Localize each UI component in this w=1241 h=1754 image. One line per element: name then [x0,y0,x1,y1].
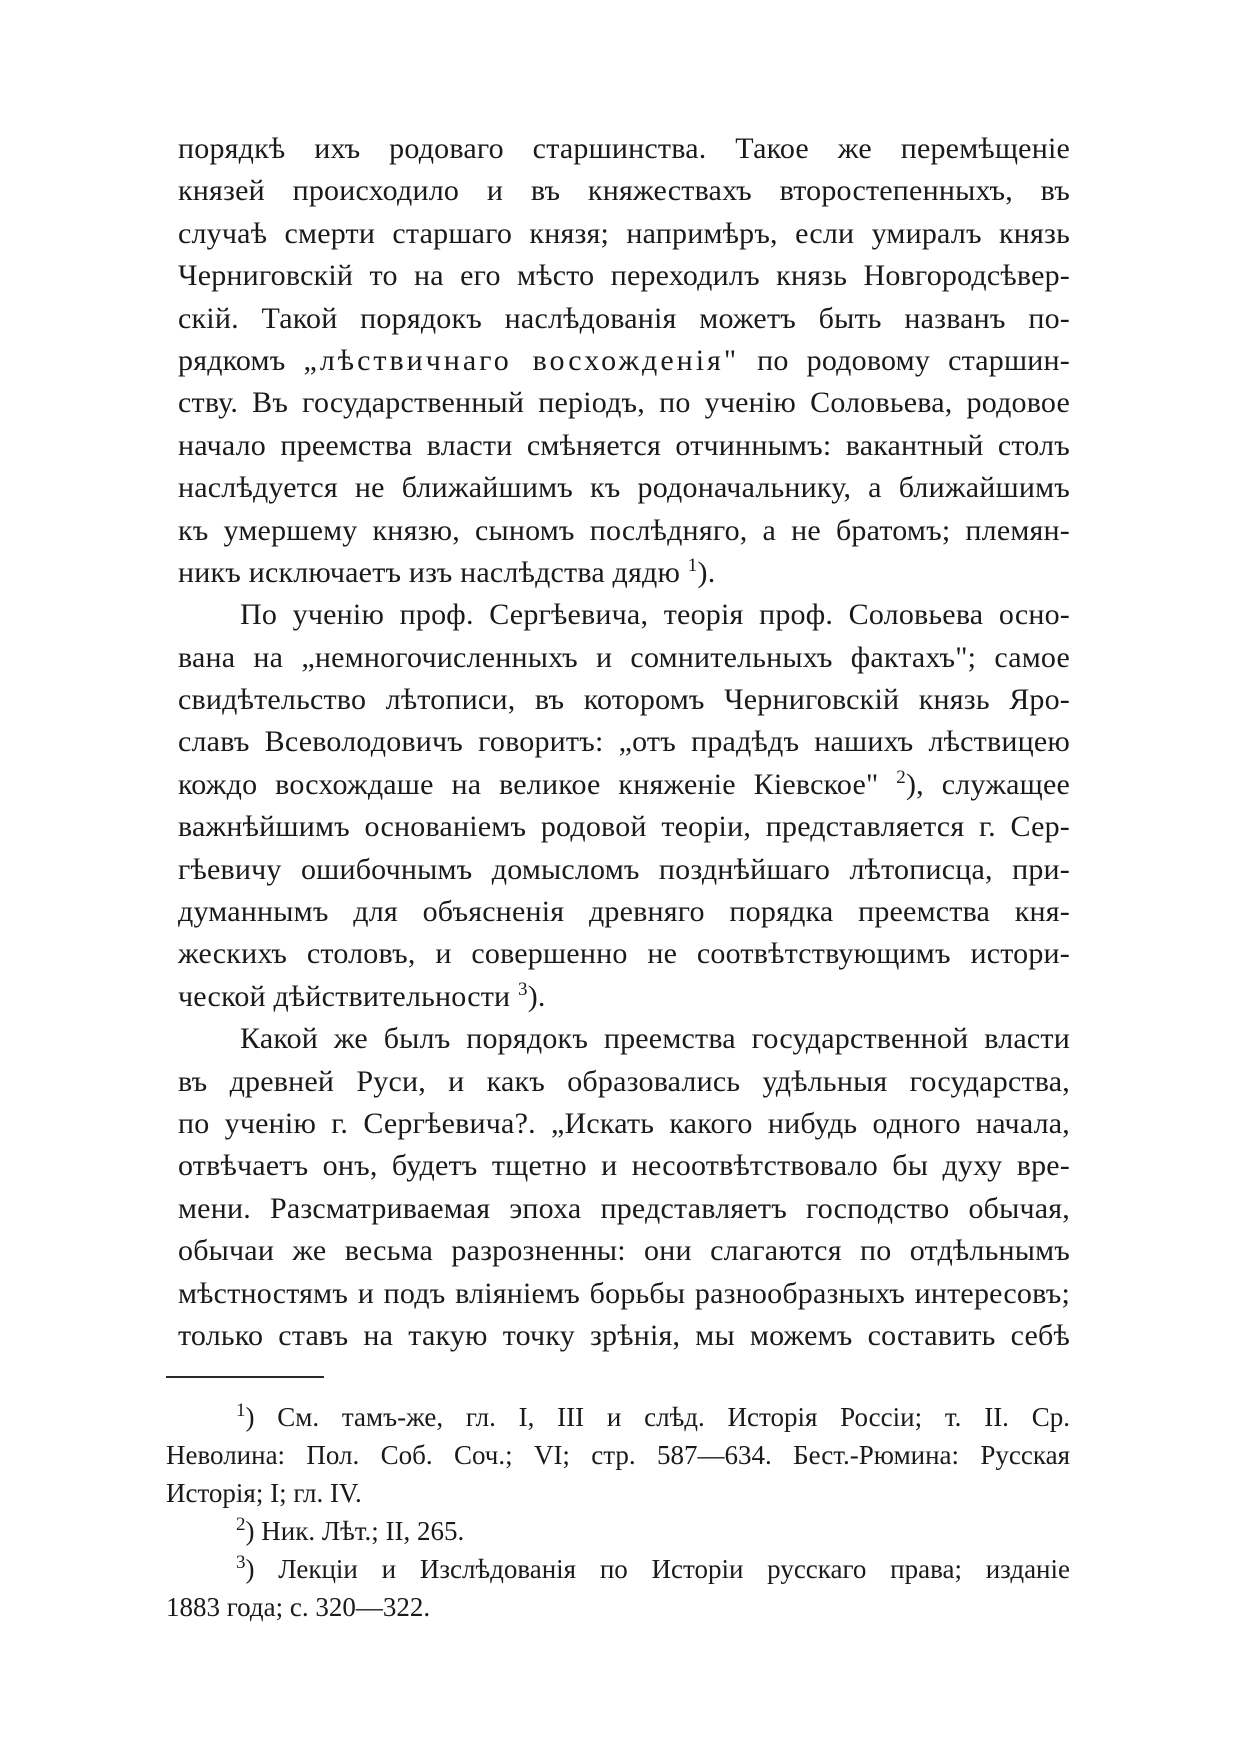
text-segment: рядкомъ [178,343,304,377]
text-segment: по родовому старшин- [739,343,1070,377]
text-line: вана на „немногочисленныхъ и сомнительныхъ фактахъ"; самое [178,640,1070,674]
text-line: мени. Разсматриваемая эпоха представляетъ господство обычая, [178,1191,1070,1225]
footnote-line: $^1$) См. тамъ-же, гл. I, III и слѣд. Исторія Россіи; т. II. Ср. [236,1400,1070,1432]
text-line: порядкѣ ихъ родоваго старшинства. Такое же перемѣщеніе [178,132,1070,165]
text-line: думаннымъ для объясненія древняго порядка преемства кня- [178,895,1070,929]
text-line: Черниговскій то на его мѣсто переходилъ князь Новгородсѣвер- [178,259,1070,293]
footnote-line: 1883 года; с. 320—322. [166,1592,431,1622]
footnote-line: Неволина: Пол. Соб. Соч.; VI; стр. 587—634. Бест.-Рюмина: Русская [166,1440,1070,1470]
text-line [178,552,1070,594]
footnote-1 [166,1398,1070,1512]
text-segment: Ник. Лѣт.; II, 265. [261,1516,465,1546]
text-line: отвѣчаетъ онъ, будетъ тщетно и несоотвѣтствовало бы духу вре- [178,1149,1070,1183]
text-line: къ умершему князю, сыномъ послѣдняго, а не братомъ; племян- [178,513,1070,547]
text-segment: Лекціи и Изслѣдованія по Исторіи русскаго права; изданіе [278,1554,1070,1584]
text-segment: ). [697,555,716,589]
text-line: мѣстностямъ и подъ вліяніемъ борьбы разнообразныхъ интересовъ; [178,1276,1070,1310]
text-line: наслѣдуется не ближайшимъ къ родоначальнику, а ближайшимъ [178,471,1070,505]
footnote-3 [166,1550,1070,1626]
footnote-divider [166,1376,324,1378]
footnote-line: $^3$) Лекціи и Изслѣдованія по Исторіи русскаго права; изданіе [236,1552,1070,1584]
text-line: обычаи же весьма разрозненны: они слагаются по отдѣльнымъ [178,1234,1070,1268]
text-line: гѣевичу ошибочнымъ домысломъ позднѣйшаго лѣтописца, при- [178,852,1070,886]
paragraph-1 [178,128,1070,594]
text-line: скій. Такой порядокъ наслѣдованія можетъ быть названъ по- [178,301,1070,335]
text-line: начало преемства власти смѣняется отчиннымъ: вакантный столъ [178,428,1070,462]
paragraph-3 [178,1018,1070,1357]
footnote-ref-2: 2 [896,766,906,788]
text-line: По ученію проф. Сергѣевича, теорія проф. Соловьева осно- [240,598,1070,632]
main-text [178,128,1070,1357]
text-line: князей происходило и въ княжествахъ второстепенныхъ, въ [178,174,1070,208]
footnote-mark: 3 [236,1552,246,1573]
footnote-mark: 2 [236,1514,246,1535]
text-line [178,340,1070,382]
text-line: Какой же былъ порядокъ преемства государственной власти [240,1022,1070,1056]
text-line: по ученію г. Сергѣевича?. „Искать какого нибудь одного начала, [178,1106,1070,1140]
footnote-ref-1: 1 [687,554,698,576]
footnote-line: $^2$) Ник. Лѣт.; II, 265. [236,1514,465,1546]
text-segment: ческой дѣйствительности [178,979,511,1013]
footnote-2 [166,1512,1070,1550]
text-line: свидѣтельство лѣтописи, въ которомъ Черниговскій князь Яро- [178,683,1070,717]
text-line: случаѣ смерти старшаго князя; напримѣръ, если умиралъ князь [178,216,1070,250]
emphasized-term: „лѣствичнаго восхожденія" [303,343,740,377]
text-line: славъ Всеволодовичъ говоритъ: „отъ прадѣдъ нашихъ лѣствицею [178,725,1070,759]
text-segment: См. тамъ-же, гл. I, III и слѣд. Исторія Россіи; т. II. Ср. [277,1402,1070,1432]
text-segment: ). [527,979,546,1013]
text-segment: кождо восхождаше на великое княженіе Кіевское" [178,767,879,801]
footnote-mark: 1 [236,1400,246,1421]
text-line: только ставъ на такую точку зрѣнія, мы можемъ составить себѣ [178,1318,1070,1352]
text-segment: никъ исключаетъ изъ наслѣдства дядю [178,555,681,589]
footnotes [166,1398,1070,1626]
text-line: въ древней Руси, и какъ образовались удѣльныя государства, [178,1064,1070,1098]
text-line: важнѣйшимъ основаніемъ родовой теоріи, представляется г. Сер- [178,810,1070,844]
text-line: ству. Въ государственный періодъ, по ученію Соловьева, родовое [178,386,1070,420]
text-line [178,976,1070,1018]
paragraph-2 [178,594,1070,1018]
footnote-line: Исторія; I; гл. IV. [166,1478,362,1508]
text-segment: ), служащее [905,767,1070,801]
text-line: жескихъ столовъ, и совершенно не соотвѣтствующимъ истори- [178,937,1070,971]
footnote-ref-3: 3 [518,978,528,1000]
text-line [178,764,1070,806]
